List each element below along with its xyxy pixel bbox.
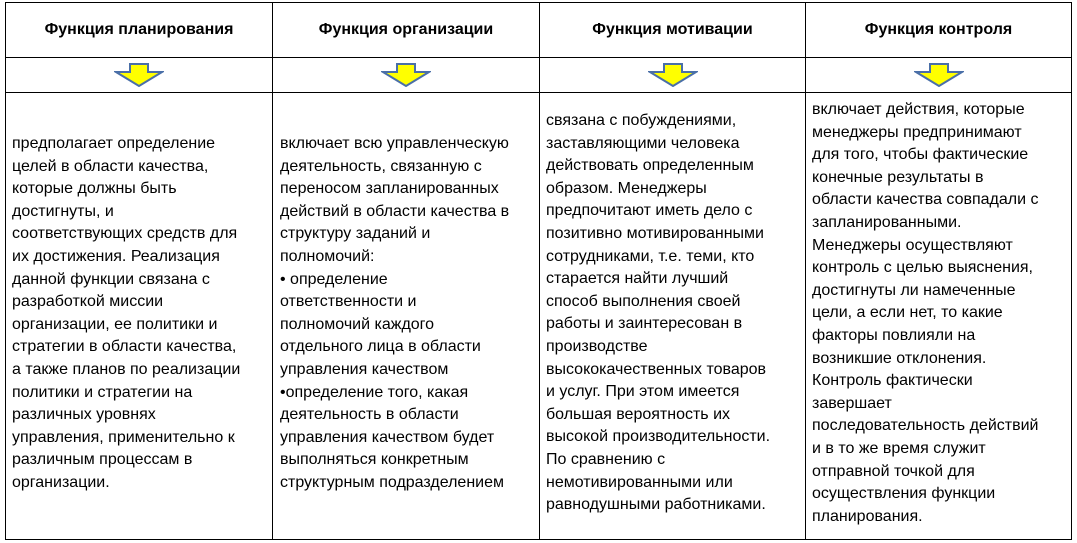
down-arrow-icon (381, 63, 431, 87)
down-arrow-icon (648, 63, 698, 87)
header-control: Функция контроля (864, 21, 1013, 38)
header-planning: Функция планирования (44, 21, 234, 38)
control-description: включает действия, которые менеджеры предпринимают для того, чтобы фактические конечные результаты в области качества совпадали с запланированными. Менеджеры осуществляют контроль с целью выяснения, достигнуты ли намеченные цели, а если нет, то какие факторы повлияли на возникшие отклонения. Контроль фактически завершает последовательность действий и в то же время служит отправной точкой для осуществления функции планирования. (812, 101, 1039, 525)
motivation-description: связана с побуждениями, заставляющими человека действовать определенным образом. Менеджеры предпочитают иметь дело с позитивно мотивированными сотрудниками, т.е. теми, кто старается найти лучший способ выполнения своей работы и заинтересован в производстве высококачественных товаров и услуг. При этом имеется большая вероятность их высокой производительности. По сравнению с немотивированными или равнодушными работниками. (546, 112, 771, 514)
down-arrow-icon (114, 63, 164, 87)
functions-table (5, 2, 1072, 540)
planning-description: предполагает определение целей в области качества, которые должны быть достигнуты, и соответствующих средств для их достижения. Реализация данной функции связана с разработкой миссии организации, ее политики и стратегии в области качества, а также планов по реализации политики и стратегии на различных уровнях управления, применительно к различным процессам в организации. (12, 135, 241, 491)
header-organization: Функция организации (318, 21, 494, 38)
down-arrow-icon (914, 63, 964, 87)
row-divider (6, 92, 1071, 93)
header-motivation: Функция мотивации (592, 21, 753, 38)
organization-description: включает всю управленческую деятельность, связанную с переносом запланированных действий в области качества в структуру заданий и полномочий: • определение ответственности и полномочий каждого отдельного лица в области управления качеством •определение того, какая деятельность в области управления качеством будет выполняться конкретным структурным подразделением (280, 135, 510, 491)
